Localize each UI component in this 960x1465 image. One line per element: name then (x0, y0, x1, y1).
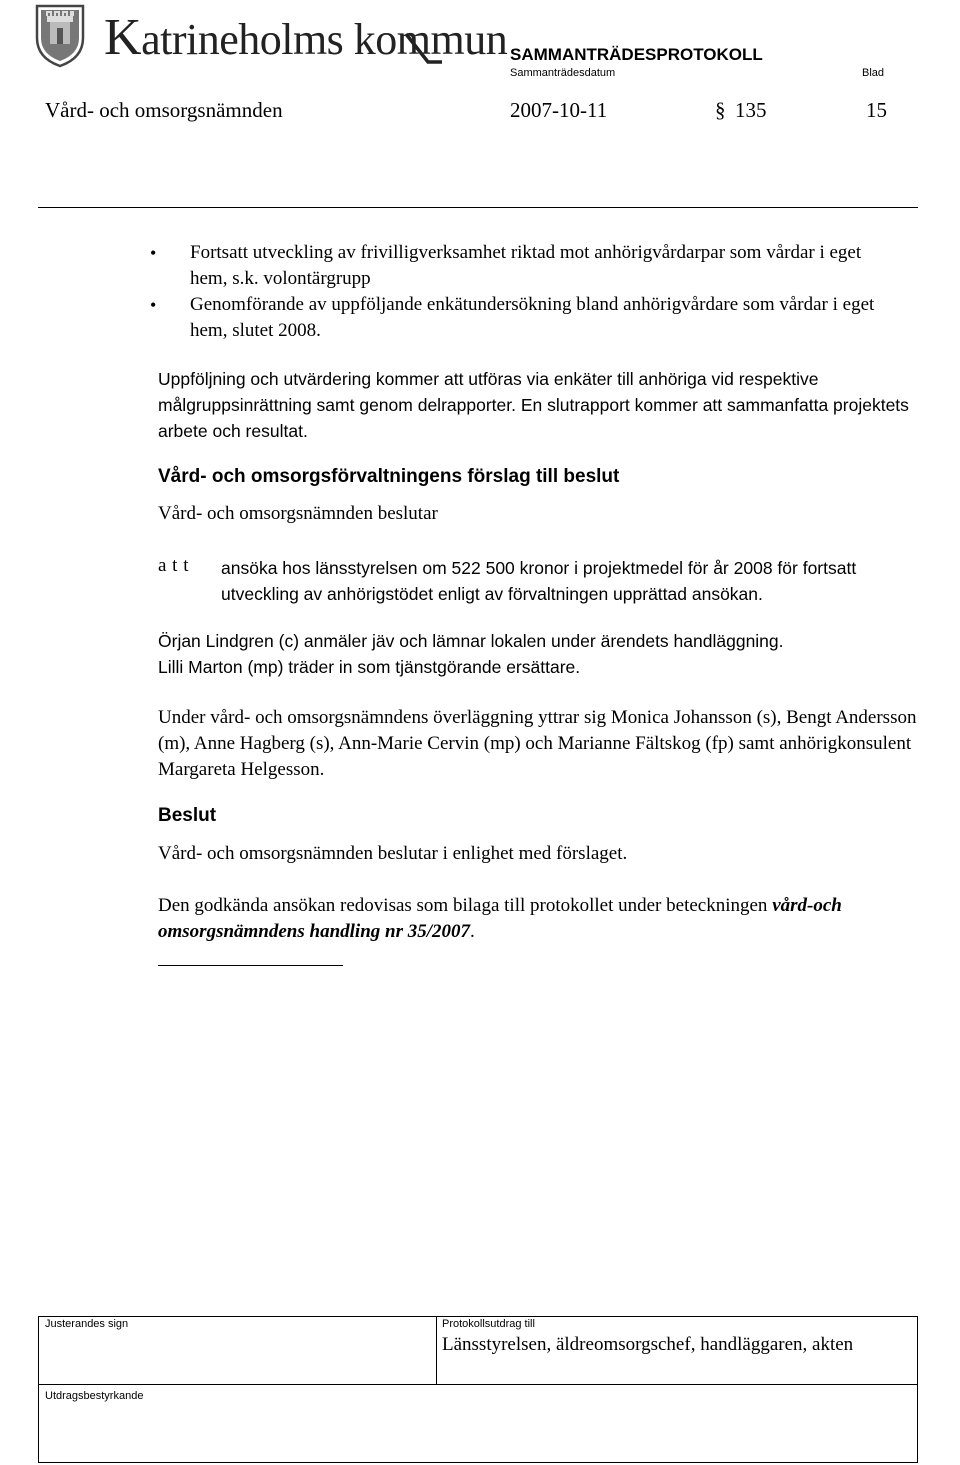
meeting-date: 2007-10-11 (510, 98, 608, 122)
decides-line: Vård- och omsorgsnämnden beslutar (158, 503, 438, 524)
footer-divider-vertical (436, 1316, 437, 1384)
attachment-prefix: Den godkända ansökan redovisas som bilaga till protokollet under beteckningen (158, 895, 773, 916)
page-label: Blad (862, 67, 885, 79)
list-item (150, 240, 900, 292)
attachment-designation: vård-och omsorgsnämndens handling nr 35/2007 (158, 895, 842, 942)
bullet-list (150, 240, 900, 344)
footer-divider-horizontal (38, 1384, 918, 1385)
attachment-suffix: . (470, 921, 475, 942)
bullet-icon: • (150, 295, 157, 315)
decision-heading: Beslut (158, 805, 217, 826)
conflict-line-2: Lilli Marton (mp) träder in som tjänstgörande ersättare. (158, 657, 581, 677)
municipal-crest-icon (33, 2, 87, 68)
extract-recipients: Länsstyrelsen, äldreomsorgschef, handläggaren, akten (442, 1334, 854, 1355)
bullet-text: Genomförande av uppföljande enkätundersökning bland anhörigvårdare som vårdar i eget hem, slutet 2008. (190, 294, 875, 341)
document-title: SAMMANTRÄDESPROTOKOLL (510, 45, 763, 64)
proposal-heading: Vård- och omsorgsförvaltningens förslag till beslut (158, 466, 620, 487)
certification-label: Utdragsbestyrkande (45, 1390, 144, 1402)
discussion-paragraph: Under vård- och omsorgsnämndens överläggning yttrar sig Monica Johansson (s), Bengt Andersson (m), Anne Hagberg (s), Ann-Marie Cervin (mp) och Marianne Fältskog (fp) samt anhörigkonsulent Margareta Helgesson. (158, 707, 917, 780)
end-rule (158, 965, 343, 966)
att-text: ansöka hos länsstyrelsen om 522 500 kronor i projektmedel för år 2008 för fortsatt utveckling av anhörigstödet enligt av förvaltningen upprättad ansökan. (221, 558, 857, 604)
logo-swoosh-icon (404, 32, 444, 64)
meeting-date-label: Sammanträdesdatum (510, 67, 616, 79)
section-number: 135 (735, 98, 767, 122)
bullet-icon: • (150, 243, 157, 263)
attachment-paragraph (158, 893, 918, 945)
signature-label: Justerandes sign (45, 1318, 129, 1330)
conflict-paragraph (158, 628, 918, 680)
header-divider (38, 207, 918, 208)
section-sign: § (715, 98, 726, 122)
bullet-text: Fortsatt utveckling av frivilligverksamhet riktad mot anhörigvårdarpar som vårdar i eget hem, s.k. volontärgrupp (190, 242, 862, 289)
extract-label: Protokollsutdrag till (442, 1318, 535, 1330)
list-item (150, 292, 900, 344)
committee-name: Vård- och omsorgsnämnden (45, 98, 283, 122)
municipality-logo-text: Katrineholms kommun (104, 9, 508, 66)
att-label: a t t (158, 555, 189, 576)
page-number: 15 (866, 98, 887, 122)
followup-paragraph: Uppföljning och utvärdering kommer att utföras via enkäter till anhöriga vid respektive målgruppsinrättning samt genom delrapporter. En slutrapport kommer att sammanfatta projektets arbete och resultat. (158, 369, 909, 441)
conflict-line-1: Örjan Lindgren (c) anmäler jäv och lämnar lokalen under ärendets handläggning. (158, 631, 784, 651)
decision-line: Vård- och omsorgsnämnden beslutar i enlighet med förslaget. (158, 843, 628, 864)
